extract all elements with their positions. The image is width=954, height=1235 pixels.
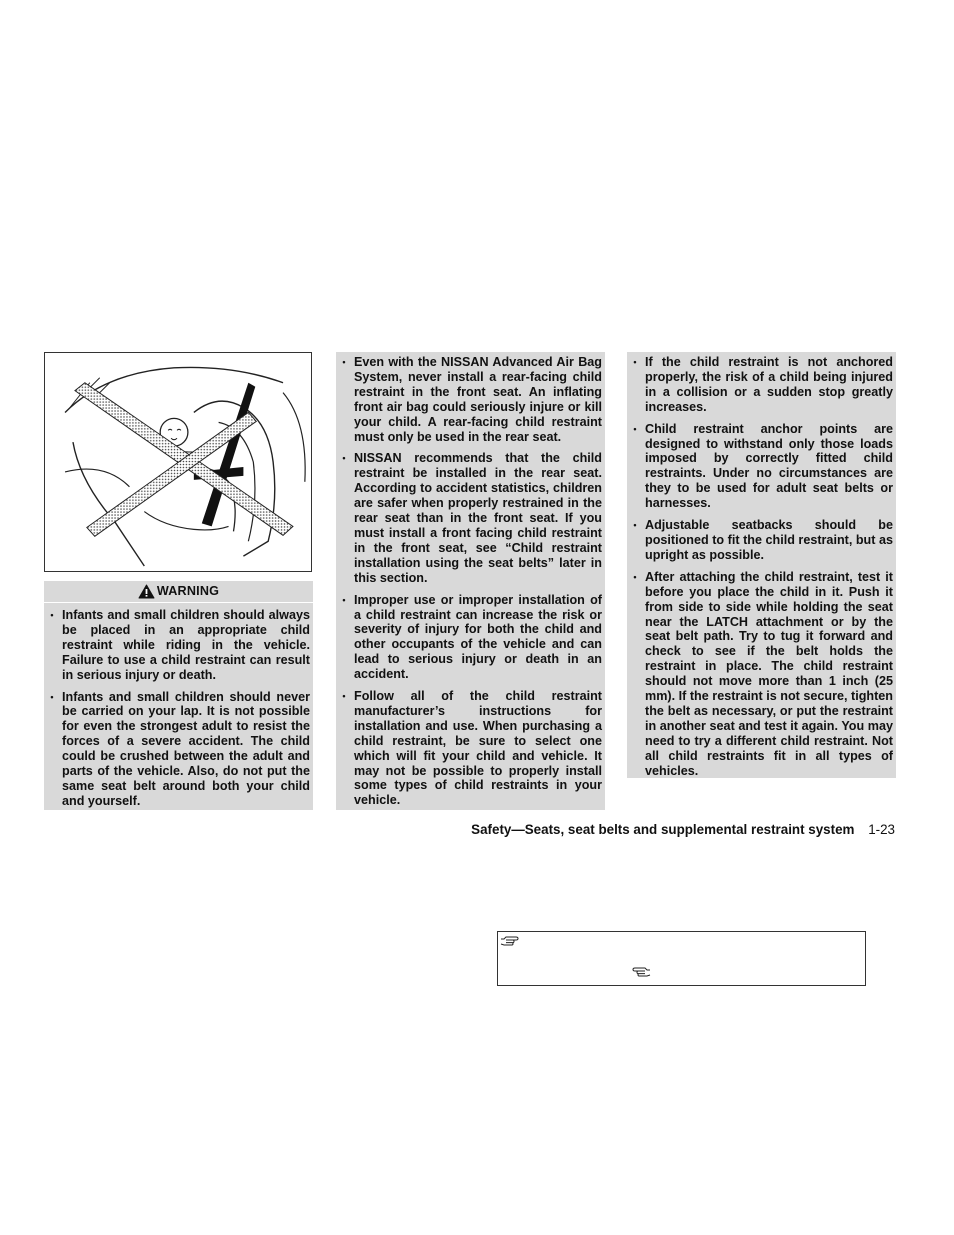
warning-title: WARNING	[156, 584, 220, 599]
list-item	[627, 570, 896, 779]
warning-header	[44, 581, 313, 603]
warning-panel-continued-1	[336, 352, 605, 810]
list-item	[336, 451, 605, 585]
section-title: Safety—Seats, seat belts and supplemental restraint system	[471, 822, 855, 837]
list-item	[627, 355, 896, 415]
list-item-text: Even with the NISSAN Advanced Air Bag System, never install a rear-facing child restraint in the front seat. An inflating front air bag could seriously injure or kill your child. A rear-facing child restraint must only be used in the rear seat.	[354, 355, 602, 444]
bullet-icon: •	[342, 691, 346, 702]
bullet-icon: •	[633, 357, 637, 367]
list-item	[336, 355, 605, 444]
bullet-list	[627, 355, 896, 778]
page-footer	[400, 822, 895, 837]
list-item	[44, 608, 313, 683]
bullet-icon: •	[342, 357, 346, 367]
warning-bullet-list	[44, 603, 313, 809]
list-item-text: If the child restraint is not anchored properly, the risk of a child being injured in a collision or a sudden stop greatly increases.	[645, 355, 893, 414]
list-item-text: Follow all of the child restraint manufacturer’s instructions for installation and use. When purchasing a child restraint, be sure to select one which will fit your child and vehicle. It may not be possible to properly install some types of child restraints in your vehicle.	[354, 689, 602, 808]
child-seat-crossed-out-drawing	[45, 353, 311, 571]
pointing-hand-left-icon	[631, 965, 651, 983]
list-item	[336, 689, 605, 808]
list-item	[627, 518, 896, 563]
list-item-text: Infants and small children should always be placed in an appropriate child restraint while riding in the vehicle. Failure to use a child restraint can result in serious injury or death.	[62, 608, 310, 682]
warning-panel-continued-2	[627, 352, 896, 778]
note-box	[497, 931, 866, 986]
bullet-icon: •	[342, 453, 346, 464]
bullet-icon: •	[50, 610, 54, 620]
list-item-text: Child restraint anchor points are designed to withstand only those loads imposed by correctly fitted child restraints. Under no circumstances are they to be used for adult seat belts or harnesses.	[645, 421, 893, 511]
list-item-text: After attaching the child restraint, test it before you place the child in it. Push it from side to side while holding the seat near the LATCH attachment or by the seat belt path. Try to tug it forward and check to see if the belt holds the restraint in place. The child restraint should not move more than 1 inch (25 mm). If the restraint is not secure, tighten the belt as necessary, or put the restraint in another seat and test it again. You may need to try a different child restraint. Not all child restraints fit in all types of vehicles.	[645, 569, 893, 778]
warning-panel	[44, 581, 313, 810]
child-on-lap-illustration	[44, 352, 312, 572]
list-item	[336, 593, 605, 682]
list-item-text: Improper use or improper installation of a child restraint can increase the risk or severity of injury for both the child and other occupants of the vehicle and can lead to serious injury or death in an accident.	[354, 592, 602, 682]
bullet-icon: •	[50, 691, 54, 702]
bullet-icon: •	[633, 520, 637, 531]
bullet-icon: •	[633, 571, 637, 582]
list-item	[627, 422, 896, 511]
bullet-icon: •	[342, 594, 346, 605]
warning-triangle-icon	[138, 584, 155, 599]
list-item-text: Adjustable seatbacks should be positioned to fit the child restraint, but as upright as possible.	[645, 518, 893, 562]
list-item-text: Infants and small children should never be carried on your lap. It is not possible for even the strongest adult to resist the forces of a severe accident. The child could be crushed between the adult and parts of the vehicle. Also, do not put the same seat belt around both your child and yourself.	[62, 689, 310, 808]
bullet-list	[336, 355, 605, 808]
list-item-text: NISSAN recommends that the child restraint be installed in the rear seat. According to accident statistics, children are safer when properly restrained in the rear seat than in the front seat. If you must install a front facing child restraint in the front seat, see “Child restraint installation using the seat belts” later in this section.	[354, 451, 602, 585]
list-item	[44, 690, 313, 809]
page-number: 1-23	[868, 822, 895, 837]
bullet-icon: •	[633, 423, 637, 434]
pointing-hand-right-icon	[500, 934, 520, 952]
